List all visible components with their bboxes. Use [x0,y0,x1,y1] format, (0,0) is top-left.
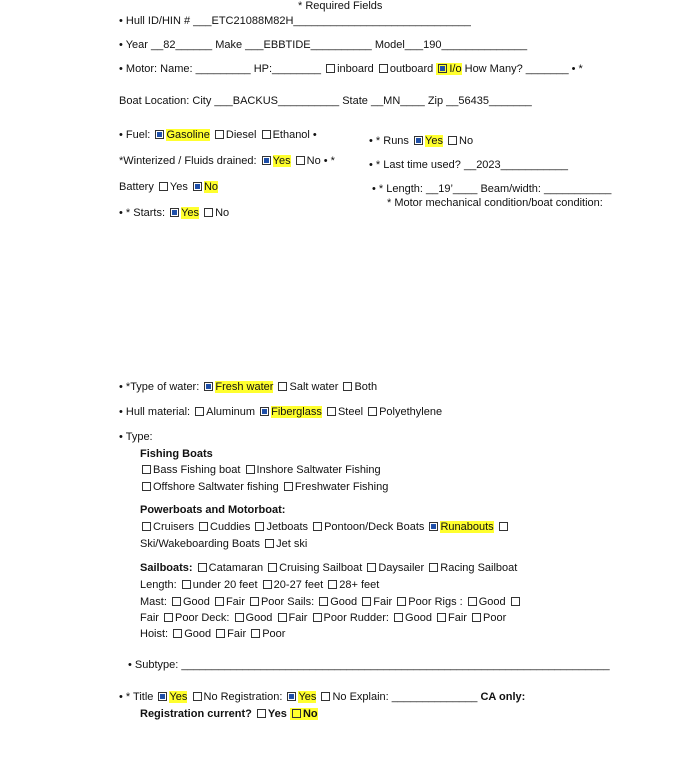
mast-label: Mast: [140,596,167,608]
hull-material-label: • Hull material: [119,406,191,418]
registration-current-label: Registration current? [140,708,252,720]
gasoline-label: Gasoline [166,129,210,141]
winterized-row [119,154,335,168]
steel-checkbox[interactable] [327,407,336,416]
cruising-sailboat-checkbox[interactable] [268,563,277,572]
daysailer-label: Daysailer [378,562,425,574]
runabouts-label: Runabouts [440,521,494,533]
outboard-checkbox[interactable] [379,64,388,73]
winterized-no-label: No • * [306,155,335,167]
catamaran-checkbox[interactable] [198,563,207,572]
polyethylene-checkbox[interactable] [368,407,377,416]
rudder-fair-checkbox[interactable] [437,613,446,622]
steel-label: Steel [337,406,364,418]
year-make-model-field[interactable]: • Year __82______ Make ___EBBTIDE__________ Model___190______________ [119,39,528,51]
racing-sailboat-checkbox[interactable] [429,563,438,572]
fresh-water-label: Fresh water [215,381,274,393]
title-label: • * Title [119,691,154,703]
fair-deck-rudder-row [140,611,506,625]
mast-good-checkbox[interactable] [172,597,181,606]
registration-current-yes-checkbox[interactable] [257,709,266,718]
diesel-checkbox[interactable] [215,130,224,139]
battery-row [119,180,218,194]
cruisers-label: Cruisers [153,521,194,533]
runabouts-checkbox[interactable] [429,522,438,531]
starts-yes-label: Yes [181,207,200,219]
ca-only-label: CA only: [480,691,526,703]
sails-poor-label: Poor [408,596,432,608]
jet-ski-checkbox[interactable] [265,539,274,548]
hoist-row [140,627,285,641]
title-yes-label: Yes [169,691,188,703]
cuddies-checkbox[interactable] [199,522,208,531]
rigs-fair-checkbox[interactable] [511,597,520,606]
fuel-label: • Fuel: [119,129,151,141]
mast-good-label: Good [182,596,210,608]
condition-label: * Motor mechanical condition/boat condition: [387,197,603,209]
jet-ski-label: Jet ski [276,538,308,550]
outboard-label: outboard [389,63,434,75]
20-27-checkbox[interactable] [263,580,272,589]
battery-yes-checkbox[interactable] [159,182,168,191]
gasoline-checkbox[interactable] [155,130,164,139]
freshwater-fishing-label: Freshwater Fishing [294,481,389,493]
starts-label: • * Starts: [119,207,166,219]
winterized-label: *Winterized / Fluids drained: [119,155,257,167]
hoist-fair-checkbox[interactable] [216,629,225,638]
aluminum-label: Aluminum [206,406,256,418]
sailboats-heading: Sailboats: [140,562,193,574]
powerboats-row-2 [140,537,307,551]
hoist-good-checkbox[interactable] [173,629,182,638]
starts-row [119,206,229,220]
registration-current-no-checkbox[interactable] [292,709,301,718]
hoist-fair-label: Fair [227,628,247,640]
title-row [119,690,525,704]
offshore-fishing-checkbox[interactable] [142,482,151,491]
battery-no-checkbox[interactable] [193,182,202,191]
ski-wakeboarding-label: Ski/Wakeboarding Boats [140,538,261,550]
runs-row [369,134,473,148]
winterized-no-checkbox[interactable] [296,156,305,165]
hoist-good-label: Good [184,628,212,640]
rigs-poor-label: Poor [175,612,199,624]
polyethylene-label: Polyethylene [379,406,443,418]
powerboats-row-1 [140,520,510,534]
28-plus-checkbox[interactable] [328,580,337,589]
io-label: I/o [449,63,462,75]
hoist-poor-label: Poor [262,628,286,640]
starts-no-label: No [215,207,230,219]
inshore-fishing-checkbox[interactable] [246,465,255,474]
sails-fair-label: Fair [373,596,393,608]
title-no-checkbox[interactable] [193,692,202,701]
deck-good-label: Good [245,612,273,624]
rigs-good-checkbox[interactable] [468,597,477,606]
pontoon-checkbox[interactable] [313,522,322,531]
freshwater-fishing-checkbox[interactable] [284,482,293,491]
runs-no-label: No [459,135,474,147]
type-label: • Type: [119,431,153,443]
deck-good-checkbox[interactable] [235,613,244,622]
both-water-checkbox[interactable] [343,382,352,391]
battery-no-label: No [203,181,218,193]
sails-label: Sails: [287,596,315,608]
powerboats-heading: Powerboats and Motorboat: [140,504,286,516]
io-checkbox[interactable] [438,64,447,73]
title-yes-checkbox[interactable] [158,692,167,701]
deck-fair-checkbox[interactable] [278,613,287,622]
sail-length-row [140,578,379,592]
runs-no-checkbox[interactable] [448,136,457,145]
fishing-row-1 [140,463,381,477]
cruisers-checkbox[interactable] [142,522,151,531]
rudder-good-label: Good [405,612,432,624]
rigs-fair-label: Fair [140,612,159,624]
fiberglass-label: Fiberglass [271,406,322,418]
length-beam-field[interactable]: • * Length: __19’____ Beam/width: ___________ [372,183,612,195]
battery-yes-label: Yes [169,181,188,193]
mast-poor-checkbox[interactable] [250,597,259,606]
runs-label: • * Runs [369,135,409,147]
cruising-sailboat-label: Cruising Sailboat [279,562,363,574]
both-water-label: Both [354,381,378,393]
ethanol-label: Ethanol • [272,129,317,141]
sailboats-row [140,561,517,575]
cuddies-label: Cuddies [210,521,251,533]
required-fields-note: * Required Fields [298,0,383,12]
bass-fishing-checkbox[interactable] [142,465,151,474]
mast-fair-checkbox[interactable] [215,597,224,606]
pontoon-label: Pontoon/Deck Boats [324,521,425,533]
hoist-poor-checkbox[interactable] [251,629,260,638]
daysailer-checkbox[interactable] [367,563,376,572]
water-type-row [119,380,377,394]
salt-water-label: Salt water [289,381,339,393]
fuel-row [119,128,317,142]
last-used-field[interactable]: • * Last time used? __2023___________ [369,159,568,171]
diesel-label: Diesel [225,129,257,141]
hull-id-field[interactable]: • Hull ID/HIN # ___ETC21088M82H_____________________________ [119,15,471,27]
water-type-label: • *Type of water: [119,381,200,393]
registration-current-no-label: No [302,708,318,720]
inboard-checkbox[interactable] [326,64,335,73]
inboard-label: inboard [337,63,374,75]
fiberglass-checkbox[interactable] [260,407,269,416]
sail-length-label: Length: [140,579,177,591]
catamaran-label: Catamaran [208,562,264,574]
ethanol-checkbox[interactable] [262,130,271,139]
under-20-checkbox[interactable] [182,580,191,589]
rigs-label: Rigs : [434,596,463,608]
deck-poor-label: Poor [323,612,347,624]
deck-fair-label: Fair [288,612,308,624]
aluminum-checkbox[interactable] [195,407,204,416]
registration-yes-label: Yes [298,691,317,703]
motor-name-hp-field[interactable]: • Motor: Name: _________ HP:________ [119,63,321,75]
under-20-label: under 20 feet [192,579,258,591]
rigs-good-label: Good [478,596,506,608]
how-many-field[interactable]: How Many? _______ • * [464,63,583,75]
winterized-yes-checkbox[interactable] [262,156,271,165]
registration-current-row [140,707,318,721]
racing-sailboat-label: Racing Sailboat [440,562,518,574]
sails-poor-checkbox[interactable] [397,597,406,606]
registration-current-yes-label: Yes [267,708,287,720]
ski-wakeboarding-checkbox[interactable] [499,522,508,531]
offshore-fishing-label: Offshore Saltwater fishing [153,481,279,493]
fresh-water-checkbox[interactable] [204,382,213,391]
battery-label: Battery [119,181,154,193]
rudder-good-checkbox[interactable] [394,613,403,622]
deck-label: Deck: [201,612,230,624]
rudder-fair-label: Fair [448,612,467,624]
explain-field[interactable]: No Explain: ______________ [332,691,478,703]
registration-no-checkbox[interactable] [321,692,330,701]
sails-good-checkbox[interactable] [319,597,328,606]
subtype-field[interactable]: • Subtype: ______________________________________________________________________ [128,659,610,671]
fishing-boats-heading: Fishing Boats [140,448,213,460]
jetboats-checkbox[interactable] [255,522,264,531]
starts-yes-checkbox[interactable] [170,208,179,217]
bass-fishing-label: Bass Fishing boat [153,464,241,476]
runs-yes-label: Yes [425,135,443,147]
winterized-yes-label: Yes [272,155,291,167]
28-plus-label: 28+ feet [339,579,380,591]
boat-location-field[interactable]: Boat Location: City ___BACKUS__________ State __MN____ Zip __56435_______ [119,95,532,107]
mast-fair-label: Fair [225,596,245,608]
sails-fair-checkbox[interactable] [362,597,371,606]
registration-yes-checkbox[interactable] [287,692,296,701]
inshore-fishing-label: Inshore Saltwater Fishing [256,464,381,476]
hoist-label: Hoist: [140,628,169,640]
rudder-label: Rudder: [349,612,389,624]
hull-material-row [119,405,442,419]
deck-poor-checkbox[interactable] [313,613,322,622]
rudder-poor-label: Poor [483,612,507,624]
jetboats-label: Jetboats [266,521,309,533]
starts-no-checkbox[interactable] [204,208,213,217]
motor-row [119,62,583,76]
mast-sails-rigs-row [140,595,522,609]
rigs-poor-checkbox[interactable] [164,613,173,622]
rudder-poor-checkbox[interactable] [472,613,481,622]
runs-yes-checkbox[interactable] [414,136,423,145]
mast-poor-label: Poor [260,596,285,608]
20-27-label: 20-27 feet [273,579,324,591]
sails-good-label: Good [330,596,358,608]
no-registration-label: No Registration: [203,691,283,703]
salt-water-checkbox[interactable] [278,382,287,391]
fishing-row-2 [140,480,388,494]
